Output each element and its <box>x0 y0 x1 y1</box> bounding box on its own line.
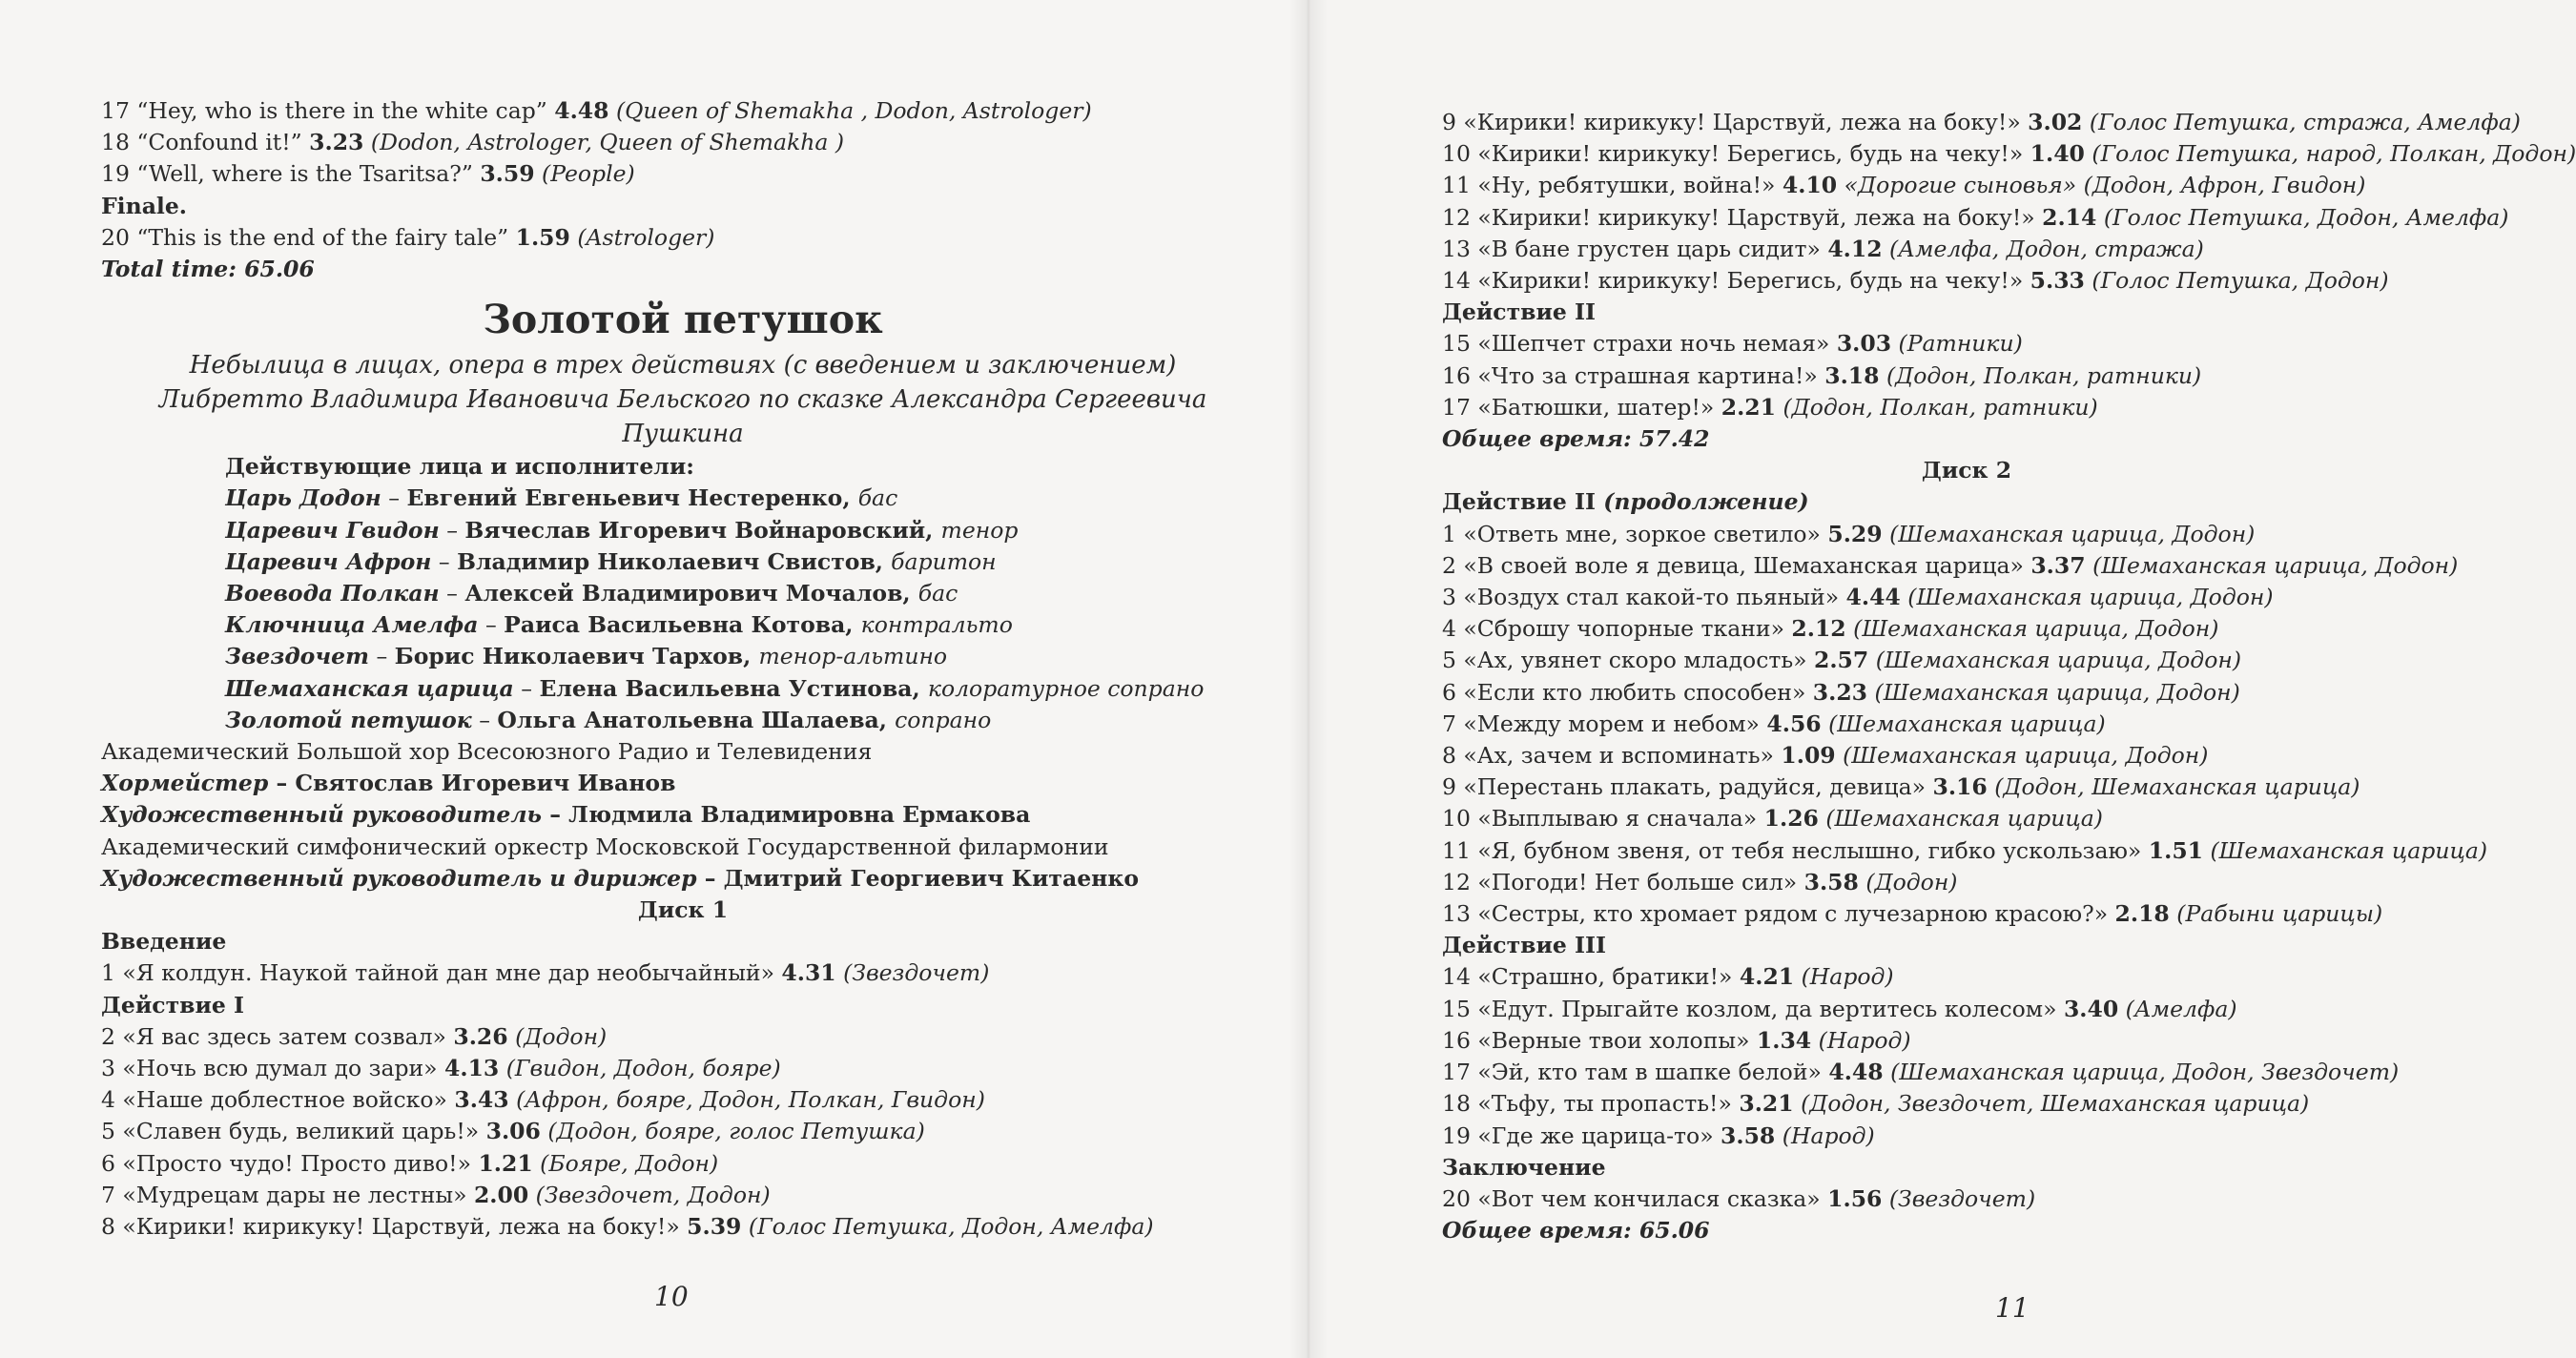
track-line: 18 «Тьфу, ты пропасть!» 3.21 (Додон, Звездочет, Шемаханская царица) <box>1442 1090 2310 1118</box>
choirmaster-credit: Хормейстер – Святослав Игоревич Иванов <box>101 770 676 797</box>
disc-2-heading: Диск 2 <box>1921 457 2012 484</box>
act-1-heading: Действие I <box>101 991 245 1018</box>
track-line: 4 «Сброшу чопорные ткани» 2.12 (Шемаханская царица, Додон) <box>1442 615 2219 643</box>
track-line: 10 «Выплываю я сначала» 1.26 (Шемаханская царица) <box>1442 805 2103 833</box>
right-page <box>1307 0 2576 1358</box>
track-line: 9 «Перестань плакать, радуйся, девица» 3.16 (Додон, Шемаханская царица) <box>1442 773 2360 801</box>
track-line: 2 «Я вас здесь затем созвал» 3.26 (Додон) <box>101 1022 608 1050</box>
act-3-heading: Действие III <box>1442 932 1607 959</box>
track-line: 1 «Ответь мне, зоркое светило» 5.29 (Шемаханская царица, Додон) <box>1442 520 2256 547</box>
cast-line: Золотой петушок – Ольга Анатольевна Шалаева, сопрано <box>225 706 992 733</box>
track-line: 12 «Погоди! Нет больше сил» 3.58 (Додон) <box>1442 868 1958 895</box>
total-time-disc-1: Общее время: 57.42 <box>1442 425 1710 453</box>
total-time: Total time: 65.06 <box>101 256 315 283</box>
act-2-heading: Действие II <box>1442 298 1597 326</box>
right-column <box>1442 107 2576 1246</box>
cast-line: Звездочет – Борис Николаевич Тархов, тенор-альтино <box>225 643 948 670</box>
page-number-right: 11 <box>1995 1292 2030 1324</box>
art-director-credit: Художественный руководитель – Людмила Владимировна Ермакова <box>101 801 1031 829</box>
track-line: 13 «В бане грустен царь сидит» 4.12 (Амелфа, Додон, стража) <box>1442 235 2204 262</box>
track-line: 6 «Если кто любить способен» 3.23 (Шемаханская царица, Додон) <box>1442 678 2240 706</box>
track-line: 12 «Кирики! кирикуку! Царствуй, лежа на боку!» 2.14 (Голос Петушка, Додон, Амелфа) <box>1442 203 2509 231</box>
track-line: 3 «Воздух стал какой-то пьяный» 4.44 (Шемаханская царица, Додон) <box>1442 584 2274 611</box>
track-line: 1 «Я колдун. Наукой тайной дан мне дар необычайный» 4.31 (Звездочет) <box>101 959 990 987</box>
track-line: 15 «Шепчет страхи ночь немая» 3.03 (Ратники) <box>1442 330 2023 358</box>
cast-line: Царевич Афрон – Владимир Николаевич Свистов, баритон <box>225 547 997 575</box>
finale-heading: Finale. <box>101 192 187 219</box>
track-line: 10 «Кирики! кирикуку! Берегись, будь на чеку!» 1.40 (Голос Петушка, народ, Полкан, Додон) <box>1442 140 2576 168</box>
cast-line: Воевода Полкан – Алексей Владимирович Мочалов, бас <box>225 580 958 607</box>
cast-line: Шемаханская царица – Елена Васильевна Устинова, колоратурное сопрано <box>225 674 1205 702</box>
track-line: 18 “Confound it!” 3.23 (Dodon, Astrologer, Queen of Shemakha ) <box>101 129 844 156</box>
track-line: 17 “Hey, who is there in the white cap” 4.48 (Queen of Shemakha , Dodon, Astrologer) <box>101 97 1092 124</box>
track-line: 9 «Кирики! кирикуку! Царствуй, лежа на боку!» 3.02 (Голос Петушка, стража, Амелфа) <box>1442 109 2521 135</box>
cast-line: Царевич Гвидон – Вячеслав Игоревич Войнаровский, тенор <box>225 516 1019 544</box>
intro-heading: Введение <box>101 928 227 956</box>
page-number-left: 10 <box>654 1281 689 1312</box>
act-2-cont-heading: Действие II (продолжение) <box>1442 488 1809 516</box>
disc-1-heading: Диск 1 <box>637 896 729 924</box>
track-line: 4 «Наше доблестное войско» 3.43 (Афрон, бояре, Додон, Полкан, Гвидон) <box>101 1086 985 1114</box>
track-line: 2 «В своей воле я девица, Шемаханская царица» 3.37 (Шемаханская царица, Додон) <box>1442 551 2459 579</box>
track-line: 20 “This is the end of the fairy tale” 1.59 (Astrologer) <box>101 223 715 251</box>
track-line: 19 «Где же царица-то» 3.58 (Народ) <box>1442 1121 1875 1149</box>
track-line: 17 «Батюшки, шатер!» 2.21 (Додон, Полкан, ратники) <box>1442 393 2098 421</box>
track-line: 14 «Страшно, братики!» 4.21 (Народ) <box>1442 963 1894 991</box>
track-line: 6 «Просто чудо! Просто диво!» 1.21 (Бояре, Додон) <box>101 1149 719 1177</box>
track-line: 20 «Вот чем кончилася сказка» 1.56 (Звездочет) <box>1442 1184 2036 1212</box>
choir-credit: Академический Большой хор Всесоюзного Радио и Телевидения <box>101 738 873 766</box>
track-line: 5 «Ах, увянет скоро младость» 2.57 (Шемаханская царица, Додон) <box>1442 647 2241 674</box>
left-column <box>101 95 1265 1243</box>
total-time-disc-2: Общее время: 65.06 <box>1442 1217 1710 1245</box>
track-line: 16 «Что за страшная картина!» 3.18 (Додон, Полкан, ратники) <box>1442 361 2202 389</box>
track-line: 8 «Кирики! кирикуку! Царствуй, лежа на боку!» 5.39 (Голос Петушка, Додон, Амелфа) <box>101 1213 1154 1241</box>
track-line: 5 «Славен будь, великий царь!» 3.06 (Додон, бояре, голос Петушка) <box>101 1118 925 1145</box>
cast-line: Царь Додон – Евгений Евгеньевич Нестеренко, бас <box>225 484 898 512</box>
book-gutter <box>1289 0 1328 1358</box>
track-line: 8 «Ах, зачем и вспоминать» 1.09 (Шемаханская царица, Додон) <box>1442 742 2209 770</box>
opera-subtitle: Небылица в лицах, опера в трех действиях (с введением и заключением) <box>189 351 1177 381</box>
orchestra-credit: Академический симфонический оркестр Московской Государственной филармонии <box>101 833 1109 860</box>
track-line: 17 «Эй, кто там в шапке белой» 4.48 (Шемаханская царица, Додон, Звездочет) <box>1442 1059 2400 1086</box>
track-line: 11 «Ну, ребятушки, война!» 4.10 «Дорогие сыновья» (Додон, Афрон, Гвидон) <box>1442 172 2366 199</box>
conductor-credit: Художественный руководитель и дирижер – Дмитрий Георгиевич Китаенко <box>101 864 1140 892</box>
track-line: 7 «Между морем и небом» 4.56 (Шемаханская царица) <box>1442 710 2106 737</box>
opera-title: Золотой петушок <box>483 297 883 343</box>
track-line: 15 «Едут. Прыгайте козлом, да вертитесь колесом» 3.40 (Амелфа) <box>1442 995 2237 1022</box>
track-line: 7 «Мудрецам дары не лестны» 2.00 (Звездочет, Додон) <box>101 1181 771 1208</box>
track-line: 16 «Верные твои холопы» 1.34 (Народ) <box>1442 1026 1911 1054</box>
track-line: 13 «Сестры, кто хромает рядом с лучезарною красою?» 2.18 (Рабыни царицы) <box>1442 900 2383 928</box>
track-line: 19 “Well, where is the Tsaritsa?” 3.59 (People) <box>101 160 635 188</box>
track-line: 11 «Я, бубном звеня, от тебя неслышно, гибко ускользаю» 1.51 (Шемаханская царица) <box>1442 836 2488 864</box>
cast-line: Ключница Амелфа – Раиса Васильевна Котова, контральто <box>225 611 1013 639</box>
epilogue-heading: Заключение <box>1442 1153 1606 1181</box>
libretto-credit: Либретто Владимира Ивановича Бельского по сказке Александра Сергеевича Пушкина <box>158 385 1207 449</box>
cast-heading: Действующие лица и исполнители: <box>225 453 694 481</box>
track-line: 3 «Ночь всю думал до зари» 4.13 (Гвидон, Додон, бояре) <box>101 1055 781 1082</box>
track-line: 14 «Кирики! кирикуку! Берегись, будь на чеку!» 5.33 (Голос Петушка, Додон) <box>1442 267 2389 295</box>
